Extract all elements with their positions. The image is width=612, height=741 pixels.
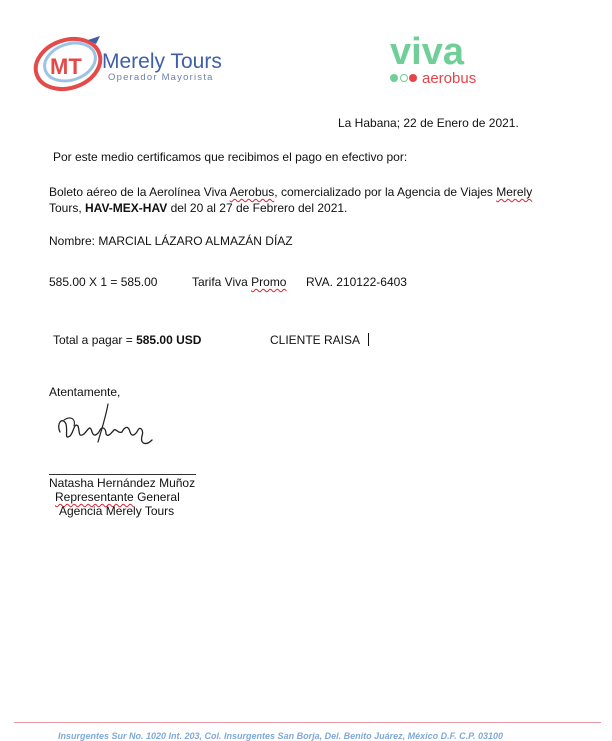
letter-body — [49, 184, 532, 216]
body-text-4: del 20 al 27 de Febrero del 2021. — [167, 201, 348, 215]
signatory-role-rest: General — [133, 490, 180, 504]
closing: Atentamente, — [49, 385, 121, 399]
body-aerobus: Aerobus — [229, 185, 275, 199]
body-merely: Merely — [496, 185, 533, 199]
signatory-role — [55, 490, 180, 504]
fare-calculation: 585.00 X 1 = 585.00 — [49, 275, 158, 289]
body-text-2: , comercializado por la Agencia de Viajes — [274, 185, 497, 199]
letter-date: La Habana; 22 de Enero de 2021. — [338, 116, 519, 130]
total-to-pay — [53, 333, 201, 347]
body-text-3: Tours, — [49, 201, 86, 215]
merely-brand-text: Merely Tours — [102, 50, 222, 73]
signatory-role-word: Representante — [55, 490, 134, 504]
signature-line — [49, 474, 196, 475]
footer-address: Insurgentes Sur No. 1020 Int. 203, Col. Insurgentes San Borja, Del. Benito Juárez, México D.F. C.P. 03100 — [58, 731, 503, 741]
client-name-text: CLIENTE RAISA — [270, 333, 361, 347]
total-label: Total a pagar = — [53, 333, 137, 347]
total-value: 585.00 USD — [136, 333, 202, 347]
fare-type-promo: Promo — [251, 275, 287, 289]
client-name[interactable] — [270, 333, 369, 347]
signatory-org: Agencia Merely Tours — [59, 504, 175, 518]
letter-body-line-2 — [49, 200, 532, 216]
merely-tagline: Operador Mayorista — [108, 72, 214, 83]
passenger-name: Nombre: MARCIAL LÁZARO ALMAZÁN DÍAZ — [49, 234, 293, 248]
signature — [52, 402, 162, 456]
signatory-name: Natasha Hernández Muñoz — [49, 476, 196, 490]
viva-aerobus-logo-mark — [386, 34, 526, 86]
body-route: HAV-MEX-HAV — [85, 201, 168, 215]
viva-sub-text: aerobus — [422, 70, 477, 86]
viva-aerobus-logo — [386, 34, 526, 86]
mt-monogram: MT — [50, 54, 82, 79]
viva-brand-text: viva — [390, 34, 464, 73]
letter-intro: Por este medio certificamos que recibimos el pago en efectivo por: — [53, 150, 408, 164]
merely-tours-logo — [30, 32, 240, 92]
merely-tours-logo-mark — [30, 32, 240, 92]
fare-type — [192, 275, 286, 289]
letter-body-line-1 — [49, 184, 532, 200]
fare-type-label: Tarifa Viva — [192, 275, 252, 289]
body-text-1: Boleto aéreo de la Aerolínea Viva — [49, 185, 230, 199]
text-cursor — [368, 333, 369, 346]
signature-image — [52, 402, 162, 456]
reservation-code: RVA. 210122-6403 — [306, 275, 407, 289]
footer-divider — [14, 722, 601, 723]
